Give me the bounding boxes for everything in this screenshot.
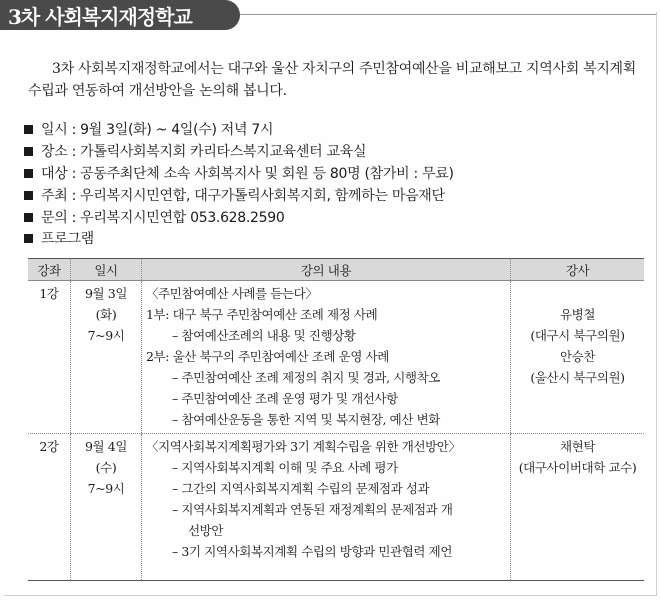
square-bullet-icon	[24, 147, 33, 156]
table-header-row	[28, 259, 644, 281]
lecture-date	[71, 434, 142, 581]
content-item: – 3기 지역사회복지계획 수립의 방향과 민관협력 제언	[172, 544, 453, 559]
square-bullet-icon	[24, 125, 33, 134]
content-item: – 참여예산운동을 통한 지역 및 복지현장, 예산 변화	[172, 412, 440, 427]
instructor-spacer	[515, 283, 640, 304]
column-header-lecture: 강좌	[28, 259, 71, 281]
info-text: 주최 : 우리복지시민연합, 대구가톨릭사회복지회, 함께하는 마음재단	[41, 188, 445, 204]
content-item: – 지역사회복지계획 이해 및 주요 사례 평가	[172, 460, 398, 475]
info-item-contact	[24, 206, 644, 228]
content-part: 2부: 울산 북구의 주민참여예산 조례 운영 사례	[146, 349, 389, 364]
table-row	[28, 434, 644, 581]
instructor-name: 유병철	[559, 307, 596, 322]
info-text: 프로그램	[41, 231, 94, 247]
lecture-title: 〈주민참여예산 사례를 듣는다〉	[146, 286, 318, 301]
content-part: 1부: 대구 북구 주민참여예산 조례 제정 사례	[146, 307, 378, 322]
lecture-content	[142, 281, 511, 434]
content-item: – 주민참여예산 조례 제정의 취지 및 경과, 시행착오	[172, 370, 440, 385]
lecture-date	[71, 281, 142, 434]
program-table	[28, 258, 644, 581]
lecture-number: 2강	[28, 434, 71, 581]
date-line: 9월 3일	[84, 286, 128, 301]
info-list	[24, 118, 644, 248]
info-item-place	[24, 140, 644, 162]
square-bullet-icon	[24, 169, 33, 178]
page-title: 3차 사회복지재정학교	[8, 4, 192, 29]
info-item-program	[24, 228, 644, 248]
content-item: – 지역사회복지계획과 연동된 재정계획의 문제점과 개	[172, 502, 453, 517]
lecture-instructor	[511, 434, 645, 581]
weekday-line: (화)	[95, 307, 117, 322]
lecture-title: 〈지역사회복지계획평가와 3기 계획수립을 위한 개선방안〉	[146, 439, 461, 454]
square-bullet-icon	[24, 213, 33, 222]
column-header-content: 강의 내용	[142, 259, 511, 281]
content-item-continued: 선방안	[188, 523, 224, 538]
instructor-affiliation: (대구시 북구의원)	[530, 328, 625, 343]
instructor-affiliation: (대구사이버대학 교수)	[518, 460, 637, 475]
info-item-date	[24, 118, 644, 140]
content-item: – 그간의 지역사회복지계획 수립의 문제점과 성과	[172, 481, 430, 496]
content-item: – 참여예산조례의 내용 및 진행상황	[172, 328, 356, 343]
instructor-affiliation: (울산시 북구의원)	[530, 370, 625, 385]
column-header-date: 일시	[71, 259, 142, 281]
time-line: 7~9시	[87, 481, 125, 496]
column-header-instructor: 강사	[511, 259, 645, 281]
square-bullet-icon	[24, 234, 33, 243]
info-text: 대상 : 공동주최단체 소속 사회복지사 및 회원 등 80명 (참가비 : 무료)	[41, 166, 454, 182]
instructor-name: 채현탁	[559, 439, 596, 454]
intro-paragraph: 3차 사회복지재정학교에서는 대구와 울산 자치구의 주민참여예산을 비교해보고 지역사회 복지계획수립과 연동하여 개선방안을 논의해 봅니다.	[28, 61, 636, 99]
weekday-line: (수)	[95, 460, 117, 475]
info-text: 문의 : 우리복지시민연합 053.628.2590	[41, 210, 285, 226]
lecture-number: 1강	[28, 281, 71, 434]
content-item: – 주민참여예산 조례 운영 평가 및 개선사항	[172, 391, 398, 406]
time-line: 7~9시	[87, 328, 125, 343]
date-line: 9월 4일	[84, 439, 128, 454]
lecture-instructor	[511, 281, 645, 434]
header-band	[0, 0, 240, 30]
info-item-target	[24, 162, 644, 184]
instructor-name: 안승찬	[559, 349, 596, 364]
square-bullet-icon	[24, 191, 33, 200]
info-text: 일시 : 9월 3일(화) ~ 4일(수) 저녁 7시	[41, 122, 274, 138]
table-row	[28, 281, 644, 434]
header-divider	[240, 14, 657, 15]
info-item-host	[24, 184, 644, 206]
lecture-content	[142, 434, 511, 581]
info-text: 장소 : 가톨릭사회복지회 카리타스복지교육센터 교육실	[41, 144, 367, 160]
